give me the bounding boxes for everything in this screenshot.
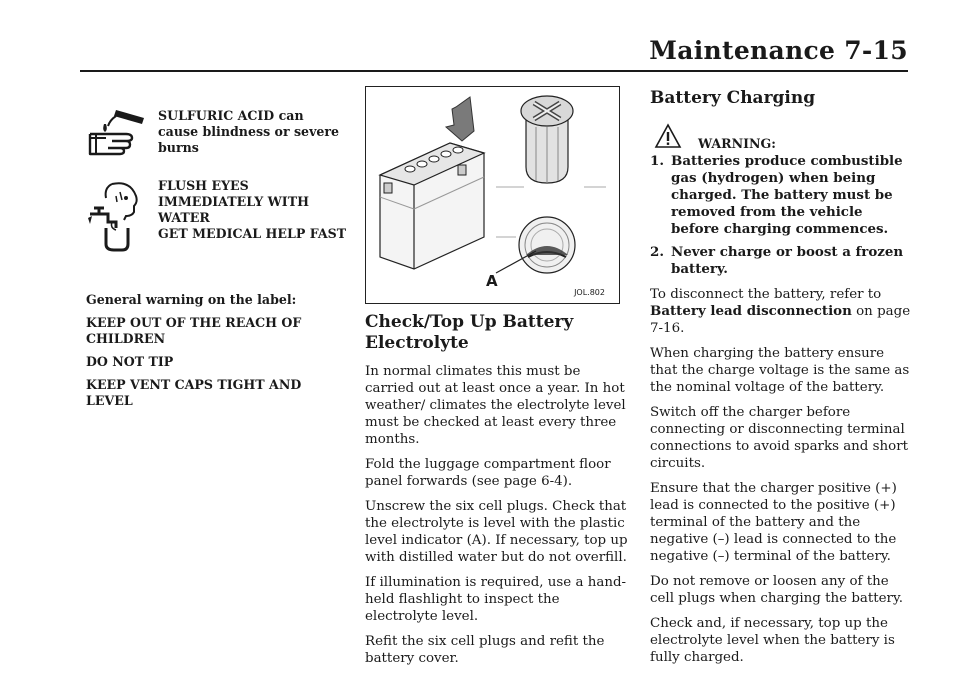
eye-flush-hazard [86,178,348,272]
flush-line: FLUSH EYES [158,178,249,193]
list-item [650,244,912,278]
list-text: Never charge or boost a frozen battery. [671,244,904,277]
section-heading: Check/Top Up Battery Electrolyte [365,312,574,353]
ref-suffix: on page 7-16. [650,304,911,336]
page-title: Maintenance 7-15 [649,36,908,65]
list-number: 1. [650,153,664,169]
acid-warning-text: SULFURIC ACID can cause blindness or severe burns [158,108,340,155]
label-warning-line: DO NOT TIP [86,354,174,369]
flush-line: IMMEDIATELY WITH [158,194,309,209]
list-item [650,153,912,238]
battery-illustration [365,86,620,304]
ref-prefix: To disconnect the battery, refer to [650,287,882,302]
acid-hazard [86,108,348,166]
left-column [86,108,348,416]
label-warning-line: KEEP VENT CAPS TIGHT AND LEVEL [86,377,302,408]
battery-charging-section [650,88,912,674]
paragraph: Do not remove or loosen any of the cell plugs when charging the battery. [650,574,904,606]
flush-line: WATER [158,210,210,225]
acid-hand-pictogram-icon [86,108,146,165]
paragraph: In normal climates this must be carried out at least once a year. In hot weather/ climates the electrolyte level must be checked at least every three months. [365,364,626,447]
warning-header [650,123,912,153]
flush-line: GET MEDICAL HELP FAST [158,226,347,241]
paragraph: Switch off the charger before connecting or disconnecting terminal connections to avoid sparks and short circuits. [650,405,908,471]
warning-label: WARNING: [698,136,776,151]
list-number: 2. [650,244,664,260]
warning-triangle-icon [654,123,682,154]
flush-eyes-text [158,178,348,242]
warning-list [650,153,912,278]
label-warning-intro: General warning on the label: [86,292,297,307]
figure-code: JOL.802 [574,288,605,297]
paragraph: Ensure that the charger positive (+) lead is connected to the positive (+) terminal of the battery and the negative (–) lead is connected to the negative (–) terminal of the battery. [650,481,897,564]
list-text: Batteries produce combustible gas (hydrogen) when being charged. The battery must be removed from the vehicle before charging commences. [671,153,903,237]
paragraph: When charging the battery ensure that the charge voltage is the same as the nominal voltage of the battery. [650,346,910,395]
battery-drawing [366,87,619,303]
header-divider [80,70,908,72]
paragraph: Unscrew the six cell plugs. Check that the electrolyte is level with the plastic level indicator (A). If necessary, top up with distilled water but do not overfill. [365,499,628,565]
label-warning-line: KEEP OUT OF THE REACH OF CHILDREN [86,315,302,346]
paragraph: If illumination is required, use a hand-held flashlight to inspect the electrolyte level. [365,575,627,624]
paragraph: Fold the luggage compartment floor panel forwards (see page 6-4). [365,457,611,489]
label-warnings [86,292,348,409]
paragraph: Refit the six cell plugs and refit the battery cover. [365,634,605,666]
ref-link[interactable]: Battery lead disconnection [650,303,852,319]
check-electrolyte-section [365,312,630,675]
eye-flush-faucet-pictogram-icon [86,178,148,257]
figure-callout-label: A [486,272,498,290]
section-heading: Battery Charging [650,88,816,108]
paragraph: Check and, if necessary, top up the electrolyte level when the battery is fully charged. [650,616,895,665]
cross-reference-paragraph [650,286,912,337]
